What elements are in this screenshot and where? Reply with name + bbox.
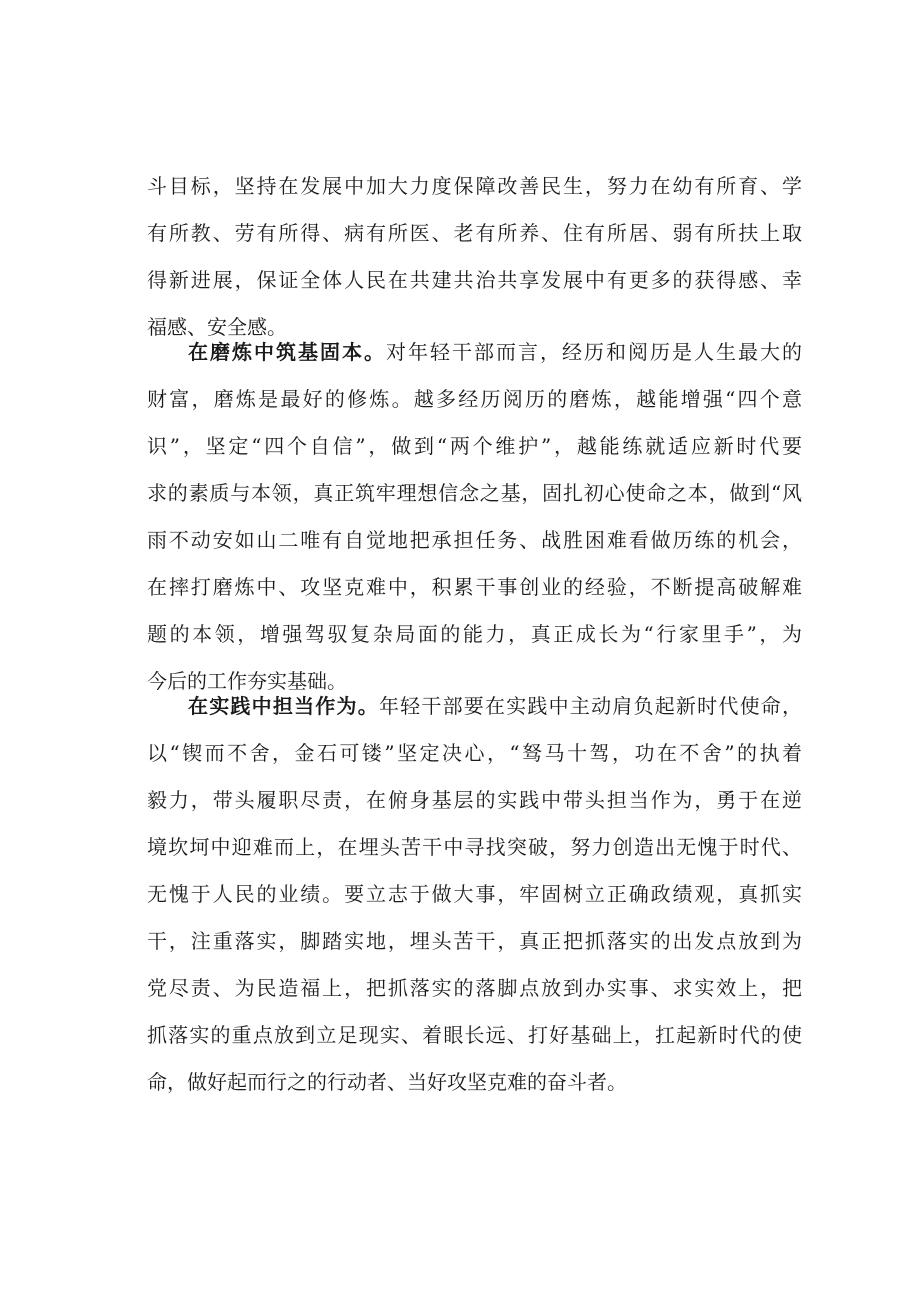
- paragraph-line: 抓落实的重点放到立足现实、着眼长远、打好基础上，扛起新时代的使: [147, 1023, 802, 1047]
- paragraph-line: 求的素质与本领，真正筑牢理想信念之基，固扎初心使命之本，做到“风: [147, 481, 802, 505]
- paragraph-line: 福感、安全感。: [147, 315, 287, 339]
- paragraph-line: 毅力，带头履职尽责，在俯身基层的实践中带头担当作为，勇于在逆: [147, 788, 802, 812]
- paragraph-lead-heading: 在实践中担当作为。: [188, 694, 379, 718]
- paragraph-line: 财富，磨炼是最好的修炼。越多经历阅历的磨炼，越能增强“四个意: [147, 387, 802, 411]
- paragraph-line: 无愧于人民的业绩。要立志于做大事，牢固树立正确政绩观，真抓实: [147, 882, 802, 906]
- paragraph-line: 以“锲而不舍，金石可镂”坚定决心，“驽马十驾，功在不舍”的执着: [147, 741, 802, 765]
- paragraph-line: 雨不动安如山二唯有自觉地把承担任务、战胜困难看做历练的机会，: [147, 528, 802, 552]
- paragraph-line: 识”，坚定“四个自信”，做到“两个维护”，越能练就适应新时代要: [147, 434, 802, 458]
- paragraph-first-line-text: 对年轻干部而言，经历和阅历是人生最大的: [386, 340, 802, 364]
- paragraph-line: 今后的工作夯实基础。: [147, 669, 347, 693]
- paragraph-line: 干，注重落实，脚踏实地，埋头苦干，真正把抓落实的出发点放到为: [147, 929, 802, 953]
- paragraph-first-line: [147, 329, 802, 376]
- paragraph-line: 党尽责、为民造福上，把抓落实的落脚点放到办实事、求实效上，把: [147, 976, 802, 1000]
- paragraph-line: 境坎坷中迎难而上，在埋头苦干中寻找突破，努力创造出无愧于时代、: [147, 835, 802, 859]
- paragraph-line: 在摔打磨炼中、攻坚克难中，积累干事创业的经验，不断提高破解难: [147, 575, 802, 599]
- paragraph-lead-heading: 在磨炼中筑基固本。: [188, 340, 386, 364]
- paragraph-line: 得新进展，保证全体人民在共建共治共享发展中有更多的获得感、幸: [147, 268, 802, 292]
- paragraph-line: 题的本领，增强驾驭复杂局面的能力，真正成长为“行家里手”，为: [147, 622, 802, 646]
- paragraph-line: 斗目标，坚持在发展中加大力度保障改善民生，努力在幼有所育、学: [147, 174, 802, 198]
- paragraph-2: [147, 329, 802, 705]
- paragraph-3: [147, 683, 802, 1106]
- paragraph-line: 命，做好起而行之的行动者、当好攻坚克难的奋斗者。: [147, 1070, 627, 1094]
- paragraph-line: 有所教、劳有所得、病有所医、老有所养、住有所居、弱有所扶上取: [147, 221, 802, 245]
- paragraph-1: [147, 163, 802, 351]
- paragraph-first-line: [147, 683, 802, 730]
- paragraph-first-line-text: 年轻干部要在实践中主动肩负起新时代使命，: [378, 694, 803, 718]
